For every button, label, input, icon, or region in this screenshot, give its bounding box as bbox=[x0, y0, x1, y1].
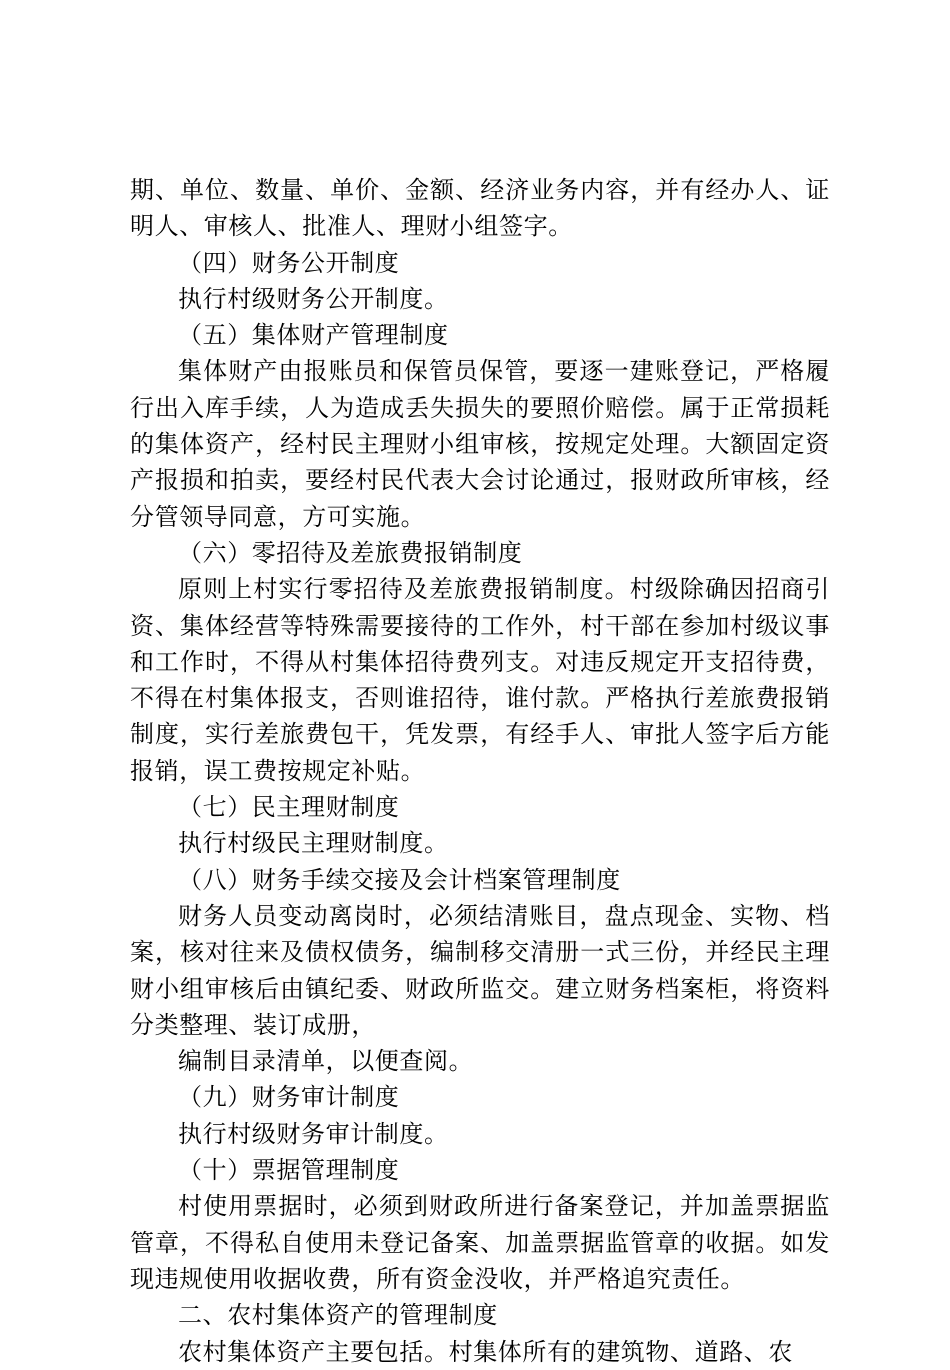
document-body bbox=[130, 172, 830, 1370]
section-heading-7: （七）民主理财制度 bbox=[178, 793, 400, 822]
paragraph: 执行村级财务审计制度。 bbox=[178, 1119, 449, 1148]
paragraph: 农村集体资产主要包括。村集体所有的建筑物、道路、农 bbox=[178, 1337, 793, 1366]
section-heading-9: （九）财务审计制度 bbox=[178, 1083, 400, 1112]
paragraph: 编制目录清单，以便查阅。 bbox=[178, 1047, 474, 1076]
section-heading-6: （六）零招待及差旅费报销制度 bbox=[178, 538, 523, 567]
paragraph: 执行村级财务公开制度。 bbox=[178, 284, 449, 313]
paragraph: 执行村级民主理财制度。 bbox=[178, 829, 449, 858]
section-heading-10: （十）票据管理制度 bbox=[178, 1156, 400, 1185]
section-heading-8: （八）财务手续交接及会计档案管理制度 bbox=[178, 865, 621, 894]
paragraph-continued: 期、单位、数量、单价、金额、经济业务内容，并有经办人、证明人、审核人、批准人、理财小组签字。 bbox=[130, 176, 830, 241]
chapter-heading-2: 二、农村集体资产的管理制度 bbox=[178, 1301, 498, 1330]
paragraph: 村使用票据时，必须到财政所进行备案登记，并加盖票据监管章，不得私自使用未登记备案、加盖票据监管章的收据。如发现违规使用收据收费，所有资金没收，并严格追究责任。 bbox=[130, 1192, 830, 1293]
section-heading-5: （五）集体财产管理制度 bbox=[178, 321, 449, 350]
paragraph: 集体财产由报账员和保管员保管，要逐一建账登记，严格履行出入库手续，人为造成丢失损失的要照价赔偿。属于正常损耗的集体资产，经村民主理财小组审核，按规定处理。大额固定资产报损和拍卖，要经村民代表大会讨论通过，报财政所审核，经分管领导同意，方可实施。 bbox=[130, 357, 830, 531]
paragraph: 财务人员变动离岗时，必须结清账目，盘点现金、实物、档案，核对往来及债权债务，编制移交清册一式三份，并经民主理财小组审核后由镇纪委、财政所监交。建立财务档案柜，将资料分类整理、装订成册， bbox=[130, 901, 830, 1039]
paragraph: 原则上村实行零招待及差旅费报销制度。村级除确因招商引资、集体经营等特殊需要接待的工作外，村干部在参加村级议事和工作时，不得从村集体招待费列支。对违反规定开支招待费，不得在村集体报支，否则谁招待，谁付款。严格执行差旅费报销制度，实行差旅费包干，凭发票，有经手人、审批人签字后方能报销，误工费按规定补贴。 bbox=[130, 575, 830, 785]
section-heading-4: （四）财务公开制度 bbox=[178, 248, 400, 277]
